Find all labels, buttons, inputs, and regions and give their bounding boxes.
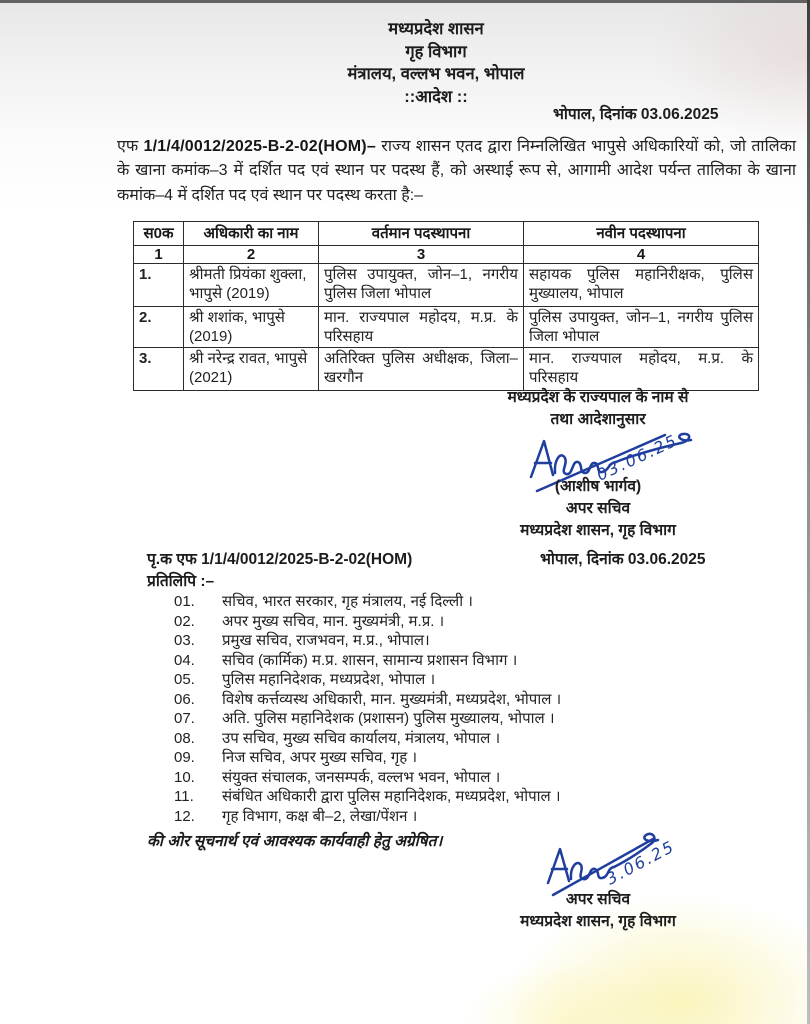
copy-item-text: निज सचिव, अपर मुख्य सचिव, गृह ।: [222, 749, 418, 767]
col-header-officer-name: अधिकारी का नाम: [184, 222, 319, 246]
signatory-department: मध्यप्रदेश शासन, गृह विभाग: [520, 522, 676, 539]
copy-item-number: 10.: [174, 768, 195, 786]
copy-item-number: 11.: [174, 788, 194, 806]
current-posting-cell: पुलिस उपायुक्त, जोन–1, नगरीय पुलिस जिला भोपाल: [319, 264, 524, 307]
copy-item-text: पुलिस महानिदेशक, मध्यप्रदेश, भोपाल ।: [222, 671, 436, 689]
order-ref-number: 1/1/4/0012/2025-B-2-02(HOM)–: [143, 138, 376, 155]
copy-item: [174, 709, 764, 729]
signatory-department: मध्यप्रदेश शासन, गृह विभाग: [520, 913, 676, 930]
copy-item-text: प्रमुख सचिव, राजभवन, म.प्र., भोपाल।: [222, 632, 430, 650]
office-address: मंत्रालय, वल्लभ भवन, भोपाल: [347, 65, 525, 83]
transfer-table: [133, 221, 759, 391]
by-order-line: तथा आदेशानुसार: [550, 411, 646, 428]
column-number-row: [134, 246, 759, 264]
new-posting-cell: पुलिस उपायुक्त, जोन–1, नगरीय पुलिस जिला भोपाल: [524, 307, 759, 348]
copy-item: [174, 592, 764, 612]
copy-item: [174, 748, 764, 768]
new-posting-cell: मान. राज्यपाल महोदय, म.प्र. के परिसहाय: [524, 348, 759, 391]
signatory-designation: अपर सचिव: [565, 891, 631, 908]
copy-item-text: संबंधित अधिकारी द्वारा पुलिस महानिदेशक, मध्यप्रदेश, भोपाल ।: [222, 788, 561, 806]
copy-item: [174, 768, 764, 788]
new-posting-cell: सहायक पुलिस महानिरीक्षक, पुलिस मुख्यालय, भोपाल: [524, 264, 759, 307]
current-posting-cell: अतिरिक्त पुलिस अधीक्षक, जिला–खरगौन: [319, 348, 524, 391]
copy-item-text: उप सचिव, मुख्य सचिव कार्यालय, मंत्रालय, भोपाल ।: [222, 729, 501, 747]
copy-item-text: अति. पुलिस महानिदेशक (प्रशासन) पुलिस मुख्यालय, भोपाल ।: [222, 710, 555, 728]
copy-item: [174, 631, 764, 651]
copy-item-text: अपर मुख्य सचिव, मान. मुख्यमंत्री, म.प्र. ।: [222, 612, 445, 630]
endorsement-ref-prefix: पृ.क एफ: [147, 551, 197, 568]
photo-top-edge: [0, 0, 810, 3]
endorsement-ref-number: 1/1/4/0012/2025-B-2-02(HOM): [201, 551, 413, 568]
sno-cell: 2.: [134, 307, 184, 348]
copy-item-text: सचिव (कार्मिक) म.प्र. शासन, सामान्य प्रशासन विभाग ।: [222, 651, 518, 669]
col-number: 3: [319, 246, 524, 264]
copy-item: [174, 690, 764, 710]
letterhead: [0, 18, 810, 108]
table-row: [134, 307, 759, 348]
sno-cell: 1.: [134, 264, 184, 307]
copy-item-number: 01.: [174, 593, 195, 610]
copy-item: [174, 612, 764, 632]
copy-to-label: प्रतिलिपि :–: [147, 573, 215, 590]
government-name: मध्यप्रदेश शासन: [388, 20, 484, 38]
issue-place-date: भोपाल, दिनांक 03.06.2025: [553, 106, 719, 123]
handwritten-date: 3.06.25: [602, 836, 679, 889]
copy-item-number: 09.: [174, 749, 195, 767]
copy-item-number: 06.: [174, 690, 195, 708]
copy-item: [174, 807, 764, 827]
endorsement-ref: [147, 547, 412, 569]
table-row: [134, 264, 759, 307]
order-paragraph: [117, 135, 796, 208]
col-number: 2: [184, 246, 319, 264]
copy-item-number: 02.: [174, 612, 195, 630]
order-heading: ::आदेश ::: [404, 87, 468, 106]
col-header-current-posting: वर्तमान पदस्थापना: [319, 222, 524, 246]
copy-item: [174, 670, 764, 690]
order-body-text: राज्य शासन एतद द्वारा निम्नलिखित भापुसे अधिकारियों को, जो तालिका के खाना कमांक–3 में दर्शित पद एवं स्थान पर पदस्थ हैं, को अस्थाई रूप से, आगामी आदेश पर्यन्त तालिका के खाना कमांक–4 में दर्शित पद एवं स्थान पर पदस्थ करता है:–: [117, 138, 797, 204]
officer-name-cell: श्री नरेन्द्र रावत, भापुसे (2021): [184, 348, 319, 391]
handwritten-date: 03.06.25: [593, 430, 681, 485]
copy-list: [174, 592, 764, 827]
col-header-sno: स0क: [134, 222, 184, 246]
col-header-new-posting: नवीन पदस्थापना: [524, 222, 759, 246]
order-ref-prefix: एफ: [117, 138, 139, 155]
table-row: [134, 348, 759, 391]
copy-item: [174, 651, 764, 671]
officer-name-cell: श्रीमती प्रियंका शुक्ला, भापुसे (2019): [184, 264, 319, 307]
copy-item-number: 03.: [174, 632, 195, 650]
signatory-name: (आशीष भार्गव): [554, 478, 642, 495]
by-order-line: मध्यप्रदेश के राज्यपाल के नाम से: [507, 389, 689, 406]
table-header-row: [134, 222, 759, 246]
officer-name-cell: श्री शशांक, भापुसे (2019): [184, 307, 319, 348]
copy-item-number: 12.: [174, 808, 195, 826]
current-posting-cell: मान. राज्यपाल महोदय, म.प्र. के परिसहाय: [319, 307, 524, 348]
copy-item-number: 07.: [174, 710, 195, 728]
copy-item-number: 04.: [174, 651, 195, 669]
authority-signature-block: [433, 387, 763, 547]
col-number: 1: [134, 246, 184, 264]
department-name: गृह विभाग: [405, 42, 467, 61]
col-number: 4: [524, 246, 759, 264]
copy-item-text: गृह विभाग, कक्ष बी–2, लेखा/पेंशन ।: [222, 808, 418, 826]
signatory-designation: अपर सचिव: [565, 500, 631, 517]
copy-item-number: 05.: [174, 671, 195, 689]
endorsement-place-date: भोपाल, दिनांक 03.06.2025: [540, 551, 706, 568]
forward-note: की ओर सूचनार्थ एवं आवश्यक कार्यवाही हेतु अग्रेषित।: [147, 833, 443, 850]
copy-item-number: 08.: [174, 729, 195, 747]
copy-item: [174, 787, 764, 807]
copy-item-text: संयुक्त संचालक, जनसम्पर्क, वल्लभ भवन, भोपाल ।: [222, 768, 501, 786]
copy-item: [174, 729, 764, 749]
copy-item-text: सचिव, भारत सरकार, गृह मंत्रालय, नई दिल्ली ।: [222, 593, 473, 610]
sno-cell: 3.: [134, 348, 184, 391]
copy-item-text: विशेष कर्त्तव्यस्थ अधिकारी, मान. मुख्यमंत्री, मध्यप्रदेश, भोपाल ।: [222, 690, 562, 708]
sign-off-block: [433, 827, 763, 937]
